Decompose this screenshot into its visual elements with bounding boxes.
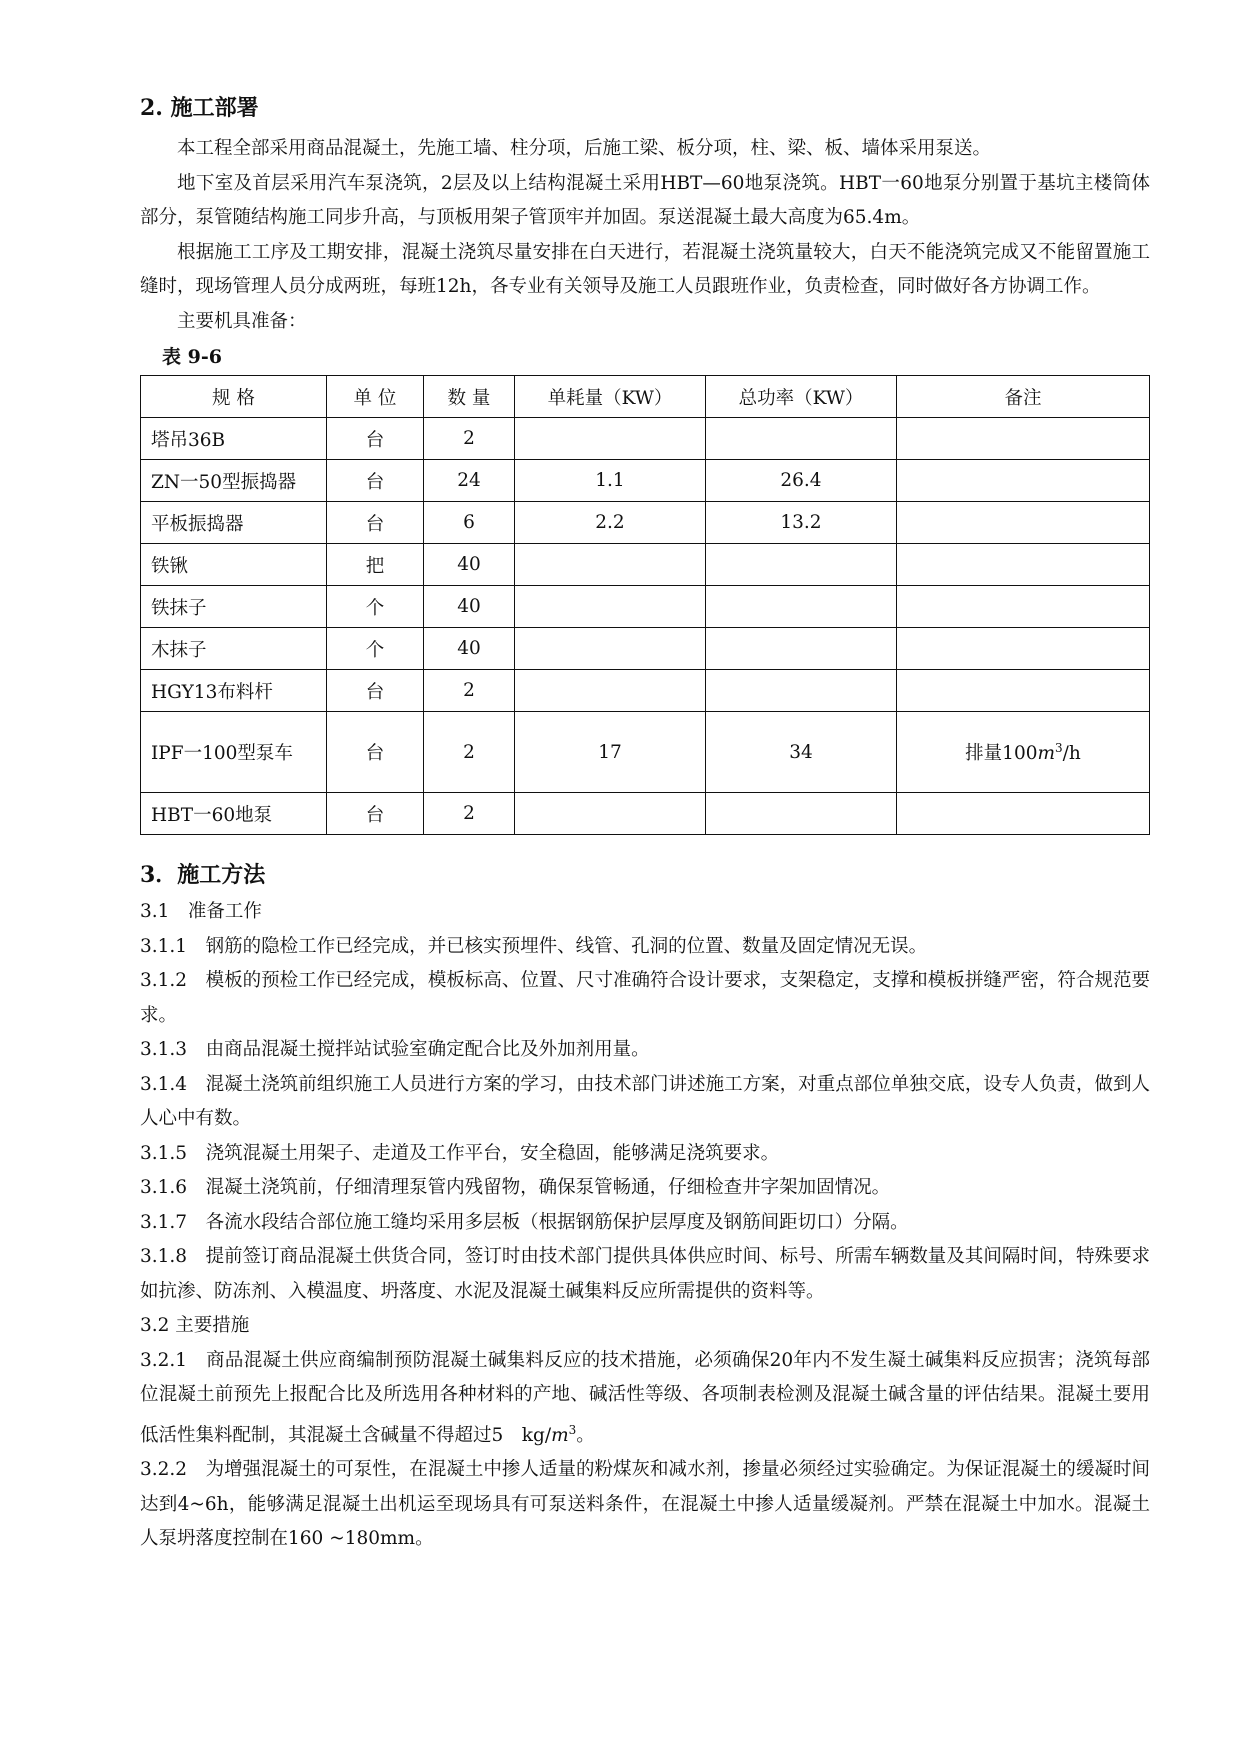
table-cell [897,793,1150,835]
note-prefix: 排量100 [965,743,1038,764]
table-row [141,460,1150,502]
header-cell: 数 量 [424,376,515,418]
table-cell: 塔吊36B [141,418,327,460]
section-2-title: 2. 施工部署 [140,95,259,121]
table-cell: 把 [327,544,424,586]
table-cell: 台 [327,793,424,835]
table-row [141,670,1150,712]
table-cell: 2 [424,670,515,712]
table-cell: IPF一100型泵车 [141,712,327,793]
table-cell: HGY13布料杆 [141,670,327,712]
table-cell [897,670,1150,712]
header-cell: 备注 [897,376,1150,418]
table-cell [706,418,897,460]
list-item: 3.2.2 为增强混凝土的可泵性，在混凝土中掺人适量的粉煤灰和减水剂，掺量必须经过实验确定。为保证混凝土的缓凝时间达到4~6h，能够满足混凝土出机运至现场具有可泵送料条件，在混凝土中掺人适量缓凝剂。严禁在混凝土中加水。混凝土人泵坍落度控制在160 ~180mm。 [140,1459,1150,1550]
list-item: 3.1.7 各流水段结合部位施工缝均采用多层板（根据钢筋保护层厚度及钢筋间距切口）分隔。 [140,1211,909,1233]
document-page [140,92,1150,1557]
table-cell: 2 [424,793,515,835]
pump-discharge-note [897,712,1150,793]
table-cell [897,544,1150,586]
list-item: 3.1.4 混凝土浇筑前组织施工人员进行方案的学习，由技术部门讲述施工方案，对重点部位单独交底，设专人负责，做到人人心中有数。 [140,1073,1150,1129]
table-cell [515,586,706,628]
table-cell: ZN一50型振捣器 [141,460,327,502]
equipment-table [140,375,1150,835]
table-caption: 表 9-6 [162,346,222,368]
table-cell: 个 [327,586,424,628]
table-cell: 13.2 [706,502,897,544]
table-cell [897,628,1150,670]
table-cell [897,586,1150,628]
section-2-paragraph: 本工程全部采用商品混凝土，先施工墙、柱分项，后施工梁、板分项，柱、梁、板、墙体采用泵送。 [177,138,992,159]
table-cell: 台 [327,712,424,793]
item-unit: m [551,1424,569,1446]
table-row [141,628,1150,670]
table-cell: 40 [424,586,515,628]
header-cell: 规 格 [141,376,327,418]
note-unit: m [1037,743,1056,764]
table-cell: 木抹子 [141,628,327,670]
table-cell: 40 [424,544,515,586]
table-cell: 6 [424,502,515,544]
table-cell: 台 [327,418,424,460]
list-item [140,1344,1150,1454]
table-cell: 铁锹 [141,544,327,586]
table-cell [515,793,706,835]
table-cell: 铁抹子 [141,586,327,628]
list-item: 3.1.6 混凝土浇筑前，仔细清理泵管内残留物，确保泵管畅通，仔细检查井字架加固情况。 [140,1177,891,1198]
table-cell: 17 [515,712,706,793]
table-cell: 2.2 [515,502,706,544]
table-cell [515,544,706,586]
table-cell: 2 [424,712,515,793]
table-cell: 34 [706,712,897,793]
list-item: 3.1.1 钢筋的隐检工作已经完成，并已核实预埋件、线管、孔洞的位置、数量及固定情况无误。 [140,935,928,957]
table-cell [897,418,1150,460]
table-cell: 个 [327,628,424,670]
item-end: 。 [576,1424,595,1446]
note-exponent: 3 [1055,740,1063,755]
table-cell: 台 [327,460,424,502]
table-cell [706,544,897,586]
table-cell: 台 [327,502,424,544]
subsection-title: 3.2 主要措施 [140,1315,250,1336]
list-item: 3.1.3 由商品混凝土搅拌站试验室确定配合比及外加剂用量。 [140,1039,650,1060]
table-cell [706,628,897,670]
subsection-title: 3.1 准备工作 [140,901,262,922]
table-cell [706,670,897,712]
table-row [141,502,1150,544]
table-cell: 26.4 [706,460,897,502]
table-cell: 台 [327,670,424,712]
header-cell: 单耗量（KW） [515,376,706,418]
table-cell: 2 [424,418,515,460]
item-text: 3.2.1 商品混凝土供应商编制预防混凝土碱集料反应的技术措施，必须确保20年内不发生凝土碱集料反应损害；浇筑每部位混凝土前预先上报配合比及所选用各种材料的产地、碱活性等级、各项制表检测及混凝土碱含量的评估结果。混凝土要用低活性集料配制，其混凝土含碱量不得超过5 kg/ [140,1349,1150,1446]
table-cell [515,628,706,670]
table-cell [515,418,706,460]
section-2-paragraph: 地下室及首层采用汽车泵浇筑，2层及以上结构混凝土采用HBT—60地泵浇筑。HBT一60地泵分别置于基坑主楼筒体部分，泵管随结构施工同步升高，与顶板用架子管顶牢并加固。泵送混凝土最大高度为65.4m。 [140,172,1150,228]
header-cell: 总功率（KW） [706,376,897,418]
table-row [141,793,1150,835]
section-2-paragraph: 根据施工工序及工期安排，混凝土浇筑尽量安排在白天进行，若混凝土浇筑量较大，白天不能浇筑完成又不能留置施工缝时，现场管理人员分成两班，每班12h，各专业有关领导及施工人员跟班作业，负责检查，同时做好各方协调工作。 [140,241,1150,297]
table-cell [706,586,897,628]
table-row [141,418,1150,460]
table-row [141,712,1150,793]
table-cell [706,793,897,835]
table-cell [515,670,706,712]
section-2-paragraph: 主要机具准备： [177,310,307,332]
list-item: 3.1.5 浇筑混凝土用架子、走道及工作平台，安全稳固，能够满足浇筑要求。 [140,1142,780,1164]
table-cell: 1.1 [515,460,706,502]
list-item: 3.1.2 模板的预检工作已经完成，模板标高、位置、尺寸准确符合设计要求，支架稳定，支撑和模板拼缝严密，符合规范要求。 [140,970,1150,1026]
section-3-title: 3．施工方法 [140,862,266,888]
header-cell: 单 位 [327,376,424,418]
table-cell: 24 [424,460,515,502]
note-suffix: /h [1062,743,1081,764]
table-header-row [141,376,1150,418]
item-exponent: 3 [568,1422,577,1437]
table-cell: HBT一60地泵 [141,793,327,835]
list-item: 3.1.8 提前签订商品混凝土供货合同，签订时由技术部门提供具体供应时间、标号、所需车辆数量及其间隔时间，特殊要求如抗渗、防冻剂、入模温度、坍落度、水泥及混凝土碱集料反应所需提供的资料等。 [140,1246,1150,1302]
table-cell [897,502,1150,544]
table-cell: 平板振捣器 [141,502,327,544]
table-cell: 40 [424,628,515,670]
table-cell [897,460,1150,502]
table-row [141,586,1150,628]
table-row [141,544,1150,586]
